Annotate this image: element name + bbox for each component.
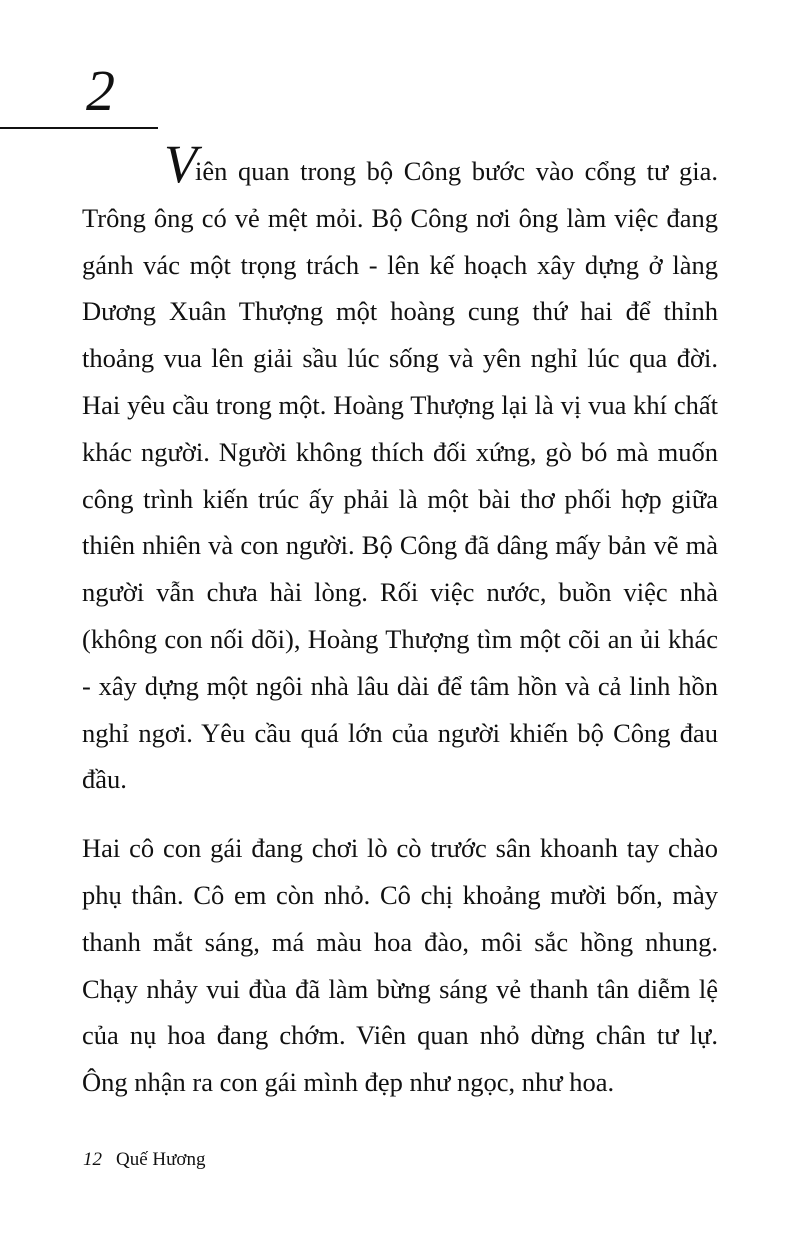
chapter-number: 2 bbox=[86, 58, 115, 123]
footer-author: Quế Hương bbox=[116, 1149, 206, 1170]
paragraph-1 bbox=[82, 134, 718, 803]
page-number: 12 bbox=[83, 1149, 102, 1170]
chapter-divider bbox=[0, 127, 158, 129]
page-footer bbox=[83, 1150, 205, 1169]
paragraph-2: Hai cô con gái đang chơi lò cò trước sân khoanh tay chào phụ thân. Cô em còn nhỏ. Cô chị khoảng mười bốn, mày thanh mắt sáng, má màu hoa đào, môi sắc hồng nhung. Chạy nhảy vui đùa đã làm bừng sáng vẻ thanh tân diễm lệ của nụ hoa đang chớm. Viên quan nhỏ dừng chân tư lự. Ông nhận ra con gái mình đẹp như ngọc, như hoa. bbox=[82, 833, 718, 1098]
drop-cap: V bbox=[164, 134, 195, 194]
paragraph-1-text: iên quan trong bộ Công bước vào cổng tư gia. Trông ông có vẻ mệt mỏi. Bộ Công nơi ông làm việc đang gánh vác một trọng trách - lên kế hoạch xây dựng ở làng Dương Xuân Thượng một hoàng cung thứ hai để thỉnh thoảng vua lên giải sầu lúc sống và yên nghỉ lúc qua đời. Hai yêu cầu trong một. Hoàng Thượng lại là vị vua khí chất khác người. Người không thích đối xứng, gò bó mà muốn công trình kiến trúc ấy phải là một bài thơ phối hợp giữa thiên nhiên và con người. Bộ Công đã dâng mấy bản vẽ mà người vẫn chưa hài lòng. Rối việc nước, buồn việc nhà (không con nối dõi), Hoàng Thượng tìm một cõi an ủi khác - xây dựng một ngôi nhà lâu dài để tâm hồn và cả linh hồn nghỉ ngơi. Yêu cầu quá lớn của người khiến bộ Công đau đầu. bbox=[82, 156, 718, 795]
body-text bbox=[82, 134, 718, 1106]
